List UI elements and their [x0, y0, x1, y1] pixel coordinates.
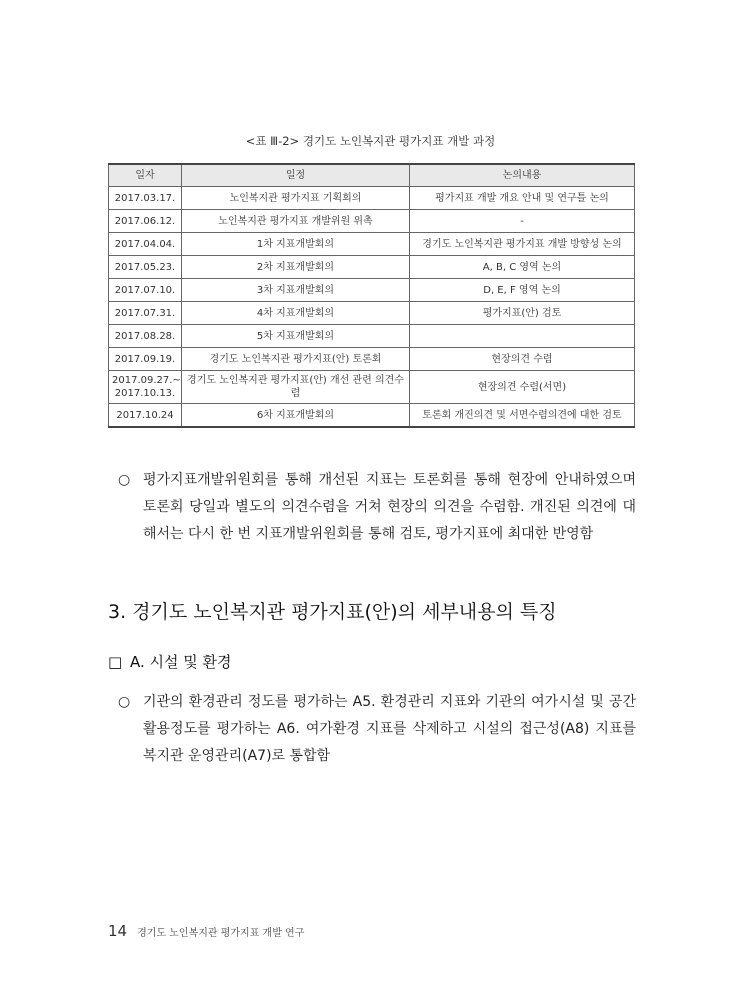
cell-date: 2017.09.19. — [109, 348, 182, 371]
development-process-table — [108, 163, 635, 428]
cell-discussion: D, E, F 영역 논의 — [410, 279, 635, 302]
cell-date: 2017.08.28. — [109, 325, 182, 348]
table-row — [109, 187, 635, 210]
cell-schedule: 3차 지표개발회의 — [182, 279, 410, 302]
cell-discussion: A, B, C 영역 논의 — [410, 256, 635, 279]
table-row — [109, 256, 635, 279]
cell-discussion: - — [410, 210, 635, 233]
cell-discussion: 평가지표(안) 검토 — [410, 302, 635, 325]
subsection-title: A. 시설 및 환경 — [130, 653, 232, 671]
cell-discussion: 평가지표 개발 개요 안내 및 연구틀 논의 — [410, 187, 635, 210]
table-caption: <표 Ⅲ-2> 경기도 노인복지관 평가지표 개발 과정 — [245, 134, 496, 148]
table-row — [109, 404, 635, 428]
table-row — [109, 233, 635, 256]
footer-title: 경기도 노인복지관 평가지표 개발 연구 — [137, 928, 305, 939]
table-row — [109, 371, 635, 404]
table-row — [109, 302, 635, 325]
table-header-row — [109, 164, 635, 187]
cell-schedule: 경기도 노인복지관 평가지표(안) 개선 관련 의견수렴 — [182, 371, 410, 404]
table-row — [109, 325, 635, 348]
circle-bullet-icon: ○ — [118, 694, 131, 710]
cell-discussion: 현장의견 수렴 — [410, 348, 635, 371]
cell-schedule: 4차 지표개발회의 — [182, 302, 410, 325]
cell-date: 2017.07.10. — [109, 279, 182, 302]
cell-schedule: 1차 지표개발회의 — [182, 233, 410, 256]
cell-date: 2017.10.24 — [109, 404, 182, 428]
header-discussion: 논의내용 — [410, 164, 635, 187]
subsection-heading — [108, 651, 232, 672]
table-row — [109, 279, 635, 302]
cell-date: 2017.07.31. — [109, 302, 182, 325]
page-number: 14 — [108, 922, 128, 940]
cell-schedule: 5차 지표개발회의 — [182, 325, 410, 348]
header-date: 일자 — [109, 164, 182, 187]
cell-discussion — [410, 325, 635, 348]
cell-schedule: 6차 지표개발회의 — [182, 404, 410, 428]
cell-date: 2017.04.04. — [109, 233, 182, 256]
table-row — [109, 348, 635, 371]
page-footer — [108, 922, 304, 940]
cell-discussion: 토론회 개진의견 및 서면수렴의견에 대한 검토 — [410, 404, 635, 428]
cell-schedule: 경기도 노인복지관 평가지표(안) 토론회 — [182, 348, 410, 371]
cell-discussion: 경기도 노인복지관 평가지표 개발 방향성 논의 — [410, 233, 635, 256]
cell-date: 2017.03.17. — [109, 187, 182, 210]
cell-schedule: 2차 지표개발회의 — [182, 256, 410, 279]
paragraph-indicator-merge — [118, 689, 636, 770]
header-schedule: 일정 — [182, 164, 410, 187]
table-row — [109, 210, 635, 233]
paragraph-feedback-process — [118, 467, 636, 548]
paragraph-text: 평가지표개발위원회를 통해 개선된 지표는 토론회를 통해 현장에 안내하였으며 토론회 당일과 별도의 의견수렴을 거쳐 현장의 의견을 수렴함. 개진된 의견에 대해서는 다시 한 번 지표개발위원회를 통해 검토, 평가지표에 최대한 반영함 — [143, 472, 636, 542]
cell-schedule: 노인복지관 평가지표 기획회의 — [182, 187, 410, 210]
paragraph-text: 기관의 환경관리 정도를 평가하는 A5. 환경관리 지표와 기관의 여가시설 및 공간활용정도를 평가하는 A6. 여가환경 지표를 삭제하고 시설의 접근성(A8) 지표를 복지관 운영관리(A7)로 통합함 — [143, 694, 636, 764]
cell-date: 2017.05.23. — [109, 256, 182, 279]
square-bullet-icon: □ — [108, 653, 123, 671]
cell-discussion: 현장의견 수렴(서면) — [410, 371, 635, 404]
cell-date: 2017.09.27.~ 2017.10.13. — [109, 371, 182, 404]
circle-bullet-icon: ○ — [118, 472, 131, 488]
section-heading: 3. 경기도 노인복지관 평가지표(안)의 세부내용의 특징 — [108, 601, 557, 623]
cell-schedule: 노인복지관 평가지표 개발위원 위촉 — [182, 210, 410, 233]
cell-date: 2017.06.12. — [109, 210, 182, 233]
